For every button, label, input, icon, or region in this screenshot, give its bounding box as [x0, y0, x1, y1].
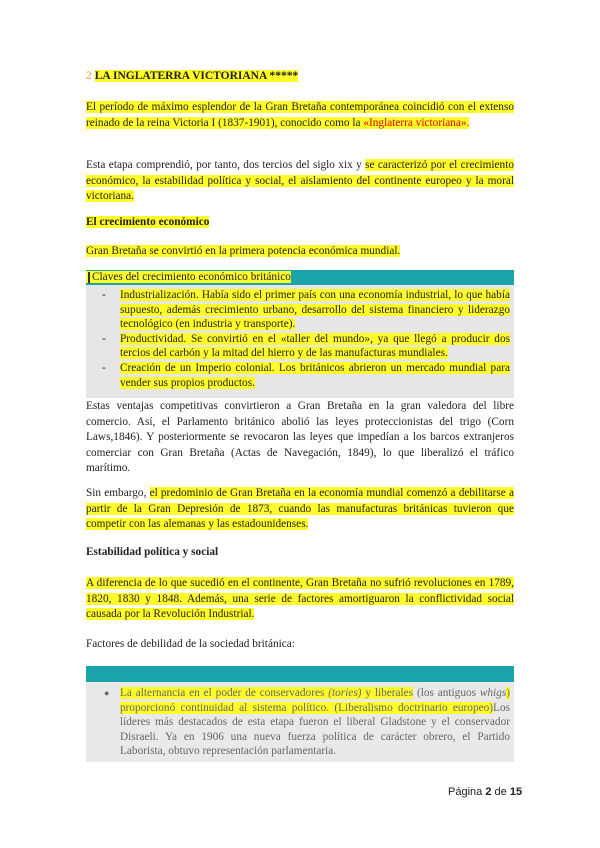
item-part: La alternancia en el poder de conservadores — [120, 687, 329, 699]
advantages-text: Estas ventajas competitivas convirtieron a Gran Bretaña en la gran valedora del libre comercio. Así, el Parlamento británico abolió las leyes proteccionistas del trigo (Corn Laws,1846). Y posteriormente se revocaron las leyes que impedían a los barcos extranjeros comerciar con Gran Bretaña (Actas de Navegación, 1849), lo que liberalizó el tráfico marítimo. — [86, 400, 514, 475]
cursor-bar — [88, 272, 90, 283]
growth-keys-box — [86, 270, 514, 398]
title-text: LA INGLATERRA VICTORIANA ***** — [94, 70, 299, 82]
however-highlight: el predominio de Gran Bretaña en la economía mundial comenzó a debilitarse a partir de la Gran Depresión de 1873, cuando las manufacturas británicas tuvieron que competir con las alemanas y las estadounidenses. — [86, 487, 514, 531]
footer-total-pages: 15 — [509, 786, 523, 798]
item-part: whigs — [479, 687, 507, 699]
weakness-factors-box — [86, 666, 514, 762]
heading-text: El crecimiento económico — [86, 216, 210, 228]
section-heading-economy — [86, 216, 209, 228]
footer-label: Página — [448, 786, 483, 798]
factors-label — [86, 637, 514, 653]
section-heading-stability — [86, 546, 218, 558]
footer-page-number: 2 — [485, 786, 492, 798]
bullet-icon: ● — [104, 688, 110, 698]
list-item: - Industrialización. Había sido el primer país con una economía industrial, lo que había supuesto, además crecimiento urbano, desarrollo del sistema financiero y liderazgo tecnológico (en industria y transporte). — [102, 289, 510, 331]
weakness-factors-header — [86, 666, 514, 682]
growth-keys-list — [86, 288, 514, 390]
era-highlight: se caracterizó por el crecimiento económico, la estabilidad política y social, el aislamiento del continente europeo y la moral victoriana. — [86, 159, 514, 203]
item-part: ) proporcionó continuidad al sistema político. (Liberalismo doctrinario europeo) — [120, 687, 511, 714]
intro-text: El período de máximo esplendor de la Gran Bretaña contemporánea coincidió con el extenso reinado de la reina Victoria I (1837-1901), conocido como la — [86, 101, 514, 129]
page-title — [86, 70, 298, 82]
list-item-text: Productividad. Se convirtió en el «taller del mundo», ya que llegó a producir dos tercios del carbón y la mitad del hierro y de las manufacturas mundiales. — [120, 332, 510, 360]
heading-text: Estabilidad política y social — [86, 546, 219, 558]
economy-lead — [86, 244, 514, 260]
growth-keys-title: Claves del crecimiento económico británico — [92, 271, 291, 283]
list-item — [86, 682, 514, 759]
intro-highlight-red: «Inglaterra victoriana». — [363, 116, 470, 129]
intro-paragraph — [86, 100, 514, 131]
section-number: 2 — [86, 70, 92, 82]
however-lead: Sin embargo, — [86, 487, 150, 499]
item-part: y liberales — [361, 687, 414, 699]
weakness-factors-list — [86, 682, 514, 759]
economy-lead-text: Gran Bretaña se convirtió en la primera potencia económica mundial. — [86, 245, 401, 257]
list-item: - Creación de un Imperio colonial. Los británicos abrieron un mercado mundial para vender sus propios productos. — [102, 361, 510, 389]
list-item-text: Creación de un Imperio colonial. Los británicos abrieron un mercado mundial para vender sus propios productos. — [120, 361, 510, 389]
footer-of: de — [494, 786, 507, 798]
era-paragraph — [86, 158, 514, 205]
list-item: - Productividad. Se convirtió en el «taller del mundo», ya que llegó a producir dos tercios del carbón y la mitad del hierro y de las manufacturas mundiales. — [102, 332, 510, 360]
factors-text: Factores de debilidad de la sociedad británica: — [86, 638, 295, 650]
item-part: (tories) — [328, 687, 362, 699]
item-part: Los líderes más destacados de esta etapa fueron el liberal Gladstone y el conservador Disraeli. Ya en 1906 una nueva fuerza política de carácter obrero, el Partido Laborista, obtuvo representación parlamentaria. — [120, 701, 510, 758]
stability-paragraph — [86, 576, 514, 623]
list-item-text: Industrialización. Había sido el primer país con una economía industrial, lo que había supuesto, además crecimiento urbano, desarrollo del sistema financiero y liderazgo tecnológico (en industria y transporte). — [120, 289, 510, 331]
stability-text: A diferencia de lo que sucedió en el continente, Gran Bretaña no sufrió revoluciones en 1789, 1820, 1830 y 1848. Además, una serie de factores amortiguaron la conflictividad social causada por la Revolución Industrial. — [86, 577, 514, 621]
however-paragraph — [86, 486, 514, 533]
item-part: (los antiguos — [413, 687, 480, 699]
page-footer — [448, 786, 522, 798]
era-text: Esta etapa comprendió, por tanto, dos tercios del siglo xix y — [86, 159, 366, 171]
advantages-paragraph — [86, 399, 514, 477]
growth-keys-header — [86, 270, 514, 285]
